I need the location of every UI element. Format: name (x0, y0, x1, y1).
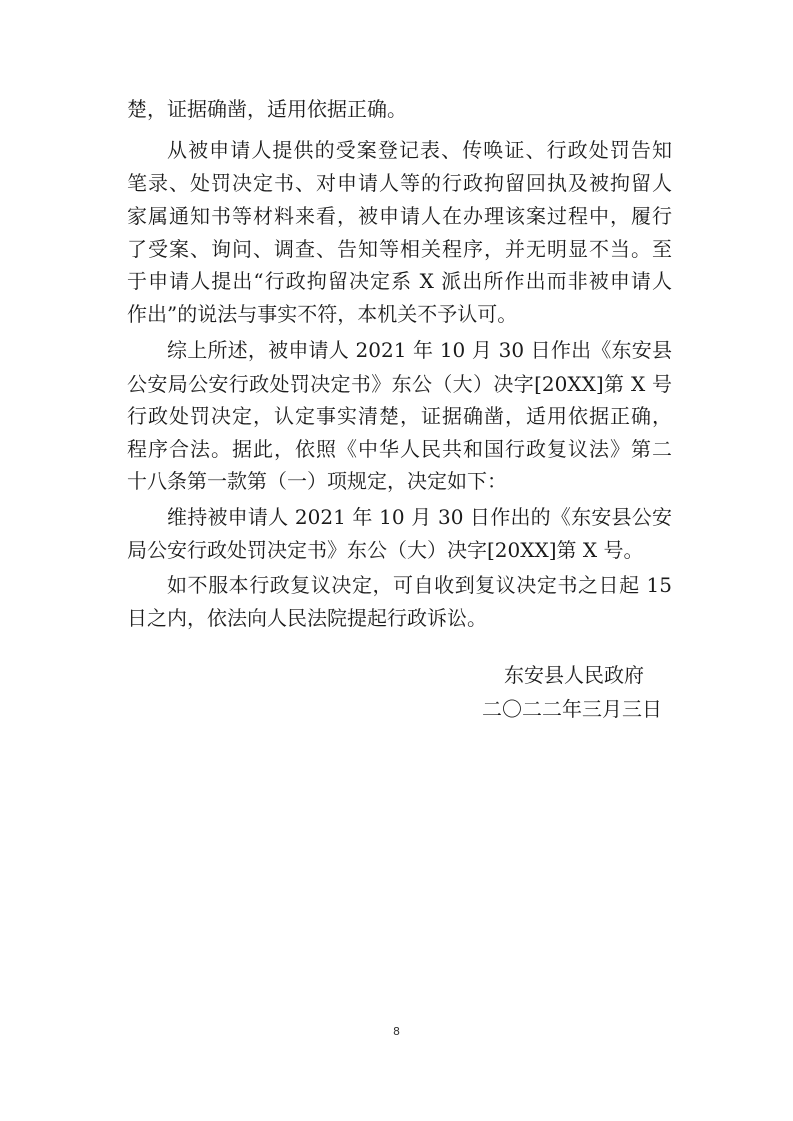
body-line: 楚，证据确凿，适用依据正确。 (127, 97, 407, 121)
paragraph-start-line: 如不服本行政复议决定，可自收到复议决定书之日起 15 (167, 573, 672, 597)
paragraph-start-line: 综上所述，被申请人 2021 年 10 月 30 日作出《东安县 (167, 338, 672, 362)
paragraph-start-line: 从被申请人提供的受案登记表、传唤证、行政处罚告知 (167, 138, 672, 162)
body-line: 局公安行政处罚决定书》东公（大）决字[20XX]第 X 号。 (127, 538, 644, 562)
body-line: 家属通知书等材料来看，被申请人在办理该案过程中，履行 (127, 204, 672, 228)
body-line: 笔录、处罚决定书、对申请人等的行政拘留回执及被拘留人 (127, 171, 672, 195)
body-line: 作出”的说法与事实不符，本机关不予认可。 (127, 302, 518, 326)
body-line: 行政处罚决定，认定事实清楚，证据确凿，适用依据正确， (127, 404, 672, 428)
body-line: 程序合法。据此，依照《中华人民共和国行政复议法》第二 (127, 437, 672, 461)
body-line: 于申请人提出“行政拘留决定系 X 派出所作出而非被申请人 (127, 269, 672, 293)
paragraph-start-line: 维持被申请人 2021 年 10 月 30 日作出的《东安县公安 (167, 505, 672, 529)
signature-date: 二〇二二年三月三日 (482, 697, 662, 721)
body-line: 十八条第一款第（一）项规定，决定如下： (127, 469, 507, 493)
page-number: 8 (393, 1025, 400, 1038)
signature-organization: 东安县人民政府 (504, 663, 644, 687)
body-line: 了受案、询问、调查、告知等相关程序，并无明显不当。至 (127, 237, 672, 261)
body-line: 公安局公安行政处罚决定书》东公（大）决字[20XX]第 X 号 (127, 372, 672, 396)
body-line: 日之内，依法向人民法院提起行政诉讼。 (127, 606, 487, 630)
